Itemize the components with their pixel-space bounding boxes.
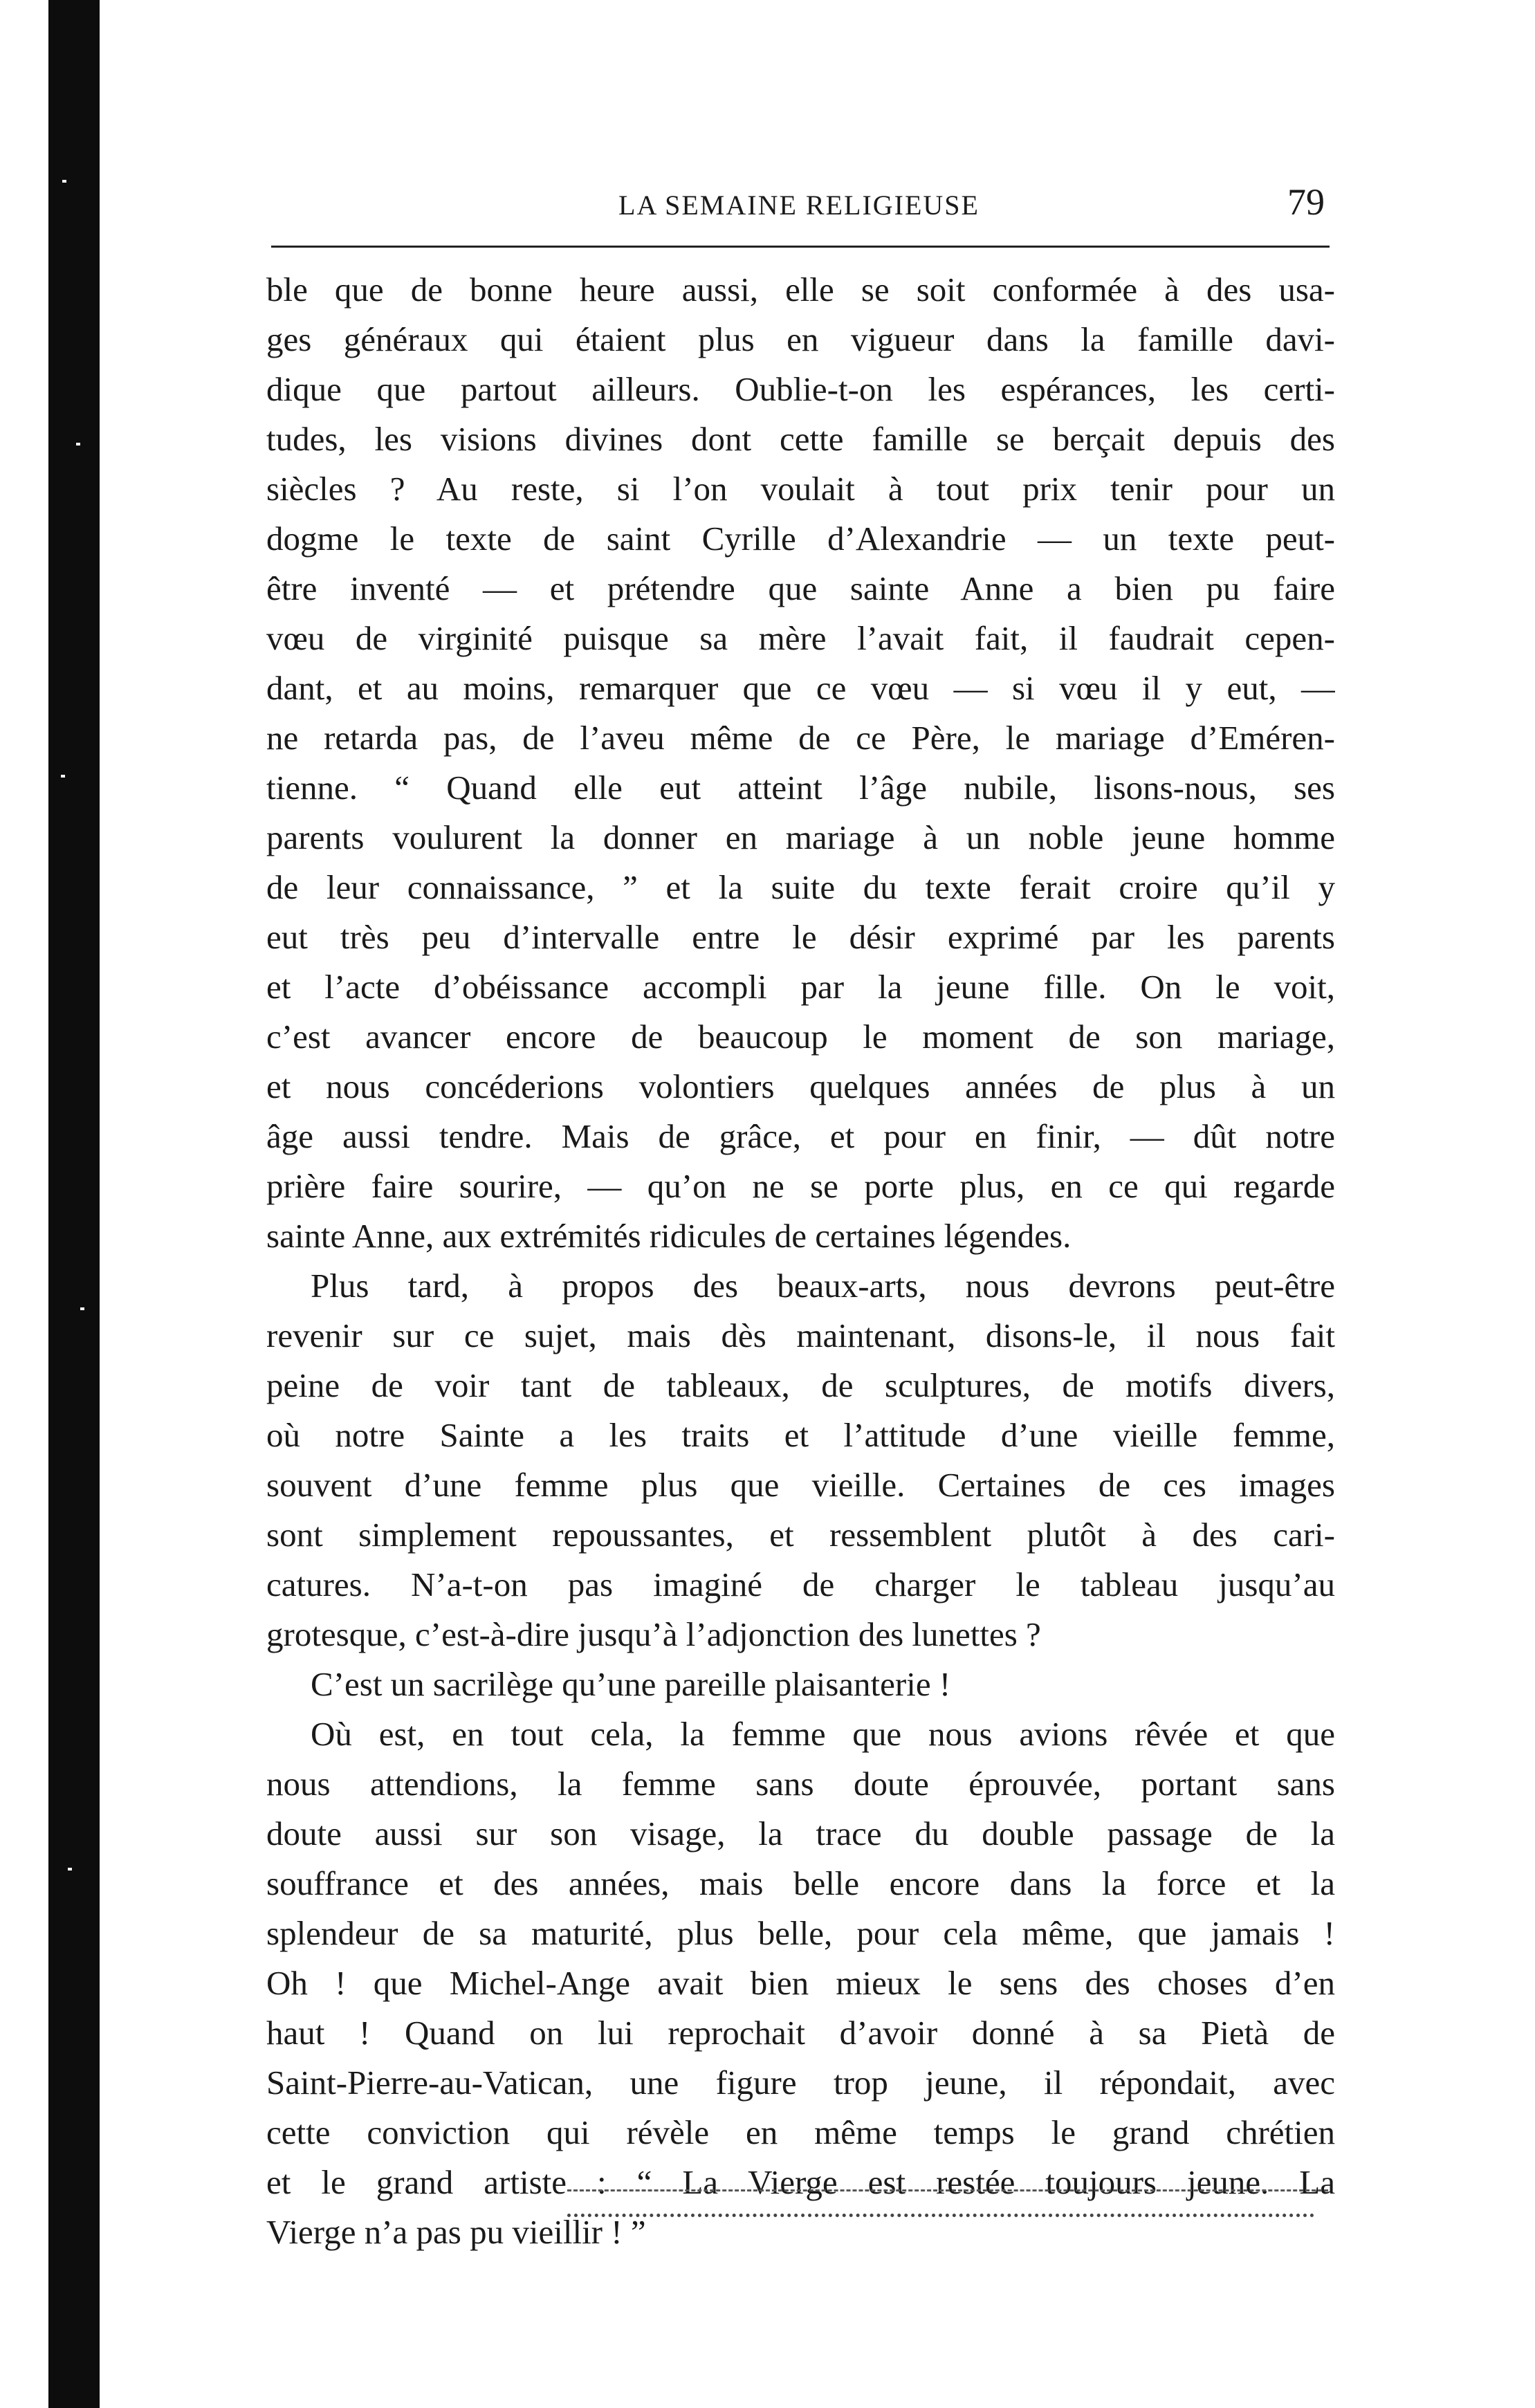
bleed-through-marks [567, 2214, 1314, 2224]
text-line: être inventé — et prétendre que sainte Anne a bien pu faire [266, 569, 1335, 607]
text-line: prière faire sourire, — qu’on ne se porte plus, en ce qui regarde [266, 1167, 1335, 1205]
text-line: catures. N’a-t-on pas imaginé de charger le tableau jusqu’au [266, 1565, 1335, 1603]
text-line: haut ! Quand on lui reprochait d’avoir donné à sa Pietà de [266, 2014, 1335, 2052]
text-line: sont simplement repoussantes, et ressemblent plutôt à des cari- [266, 1516, 1335, 1554]
text-line: vœu de virginité puisque sa mère l’avait fait, il faudrait cepen- [266, 619, 1335, 657]
text-line: Où est, en tout cela, la femme que nous avions rêvée et que [311, 1715, 1335, 1753]
running-title: LA SEMAINE RELIGIEUSE [618, 190, 980, 221]
text-line: Saint-Pierre-au-Vatican, une figure trop jeune, il répondait, avec [266, 2064, 1335, 2102]
text-line: et l’acte d’obéissance accompli par la jeune fille. On le voit, [266, 968, 1335, 1006]
text-line: Oh ! que Michel-Ange avait bien mieux le sens des choses d’en [266, 1964, 1335, 2002]
text-line: eut très peu d’intervalle entre le désir exprimé par les parents [266, 918, 1335, 956]
text-line: où notre Sainte a les traits et l’attitude d’une vieille femme, [266, 1416, 1335, 1454]
text-line: et le grand artiste : “ La Vierge est restée toujours jeune. La [266, 2163, 1335, 2201]
text-line: de leur connaissance, ” et la suite du texte ferait croire qu’il y [266, 868, 1335, 906]
text-line: nous attendions, la femme sans doute éprouvée, portant sans [266, 1765, 1335, 1803]
binding-speck [62, 180, 66, 183]
binding-shadow [48, 0, 100, 2408]
binding-speck [80, 1307, 84, 1310]
binding-speck [76, 443, 80, 445]
text-line: grotesque, c’est-à-dire jusqu’à l’adjonction des lunettes ? [266, 1615, 1041, 1653]
text-line: parents voulurent la donner en mariage à un noble jeune homme [266, 818, 1335, 856]
text-line: c’est avancer encore de beaucoup le moment de son mariage, [266, 1018, 1335, 1056]
text-line: dique que partout ailleurs. Oublie-t-on les espérances, les certi- [266, 370, 1335, 408]
page-number: 79 [1287, 181, 1325, 223]
text-line: cette conviction qui révèle en même temps le grand chrétien [266, 2113, 1335, 2151]
binding-speck [68, 1868, 72, 1871]
text-line: ne retarda pas, de l’aveu même de ce Père, le mariage d’Eméren- [266, 719, 1335, 757]
text-line: tienne. “ Quand elle eut atteint l’âge nubile, lisons-nous, ses [266, 769, 1335, 807]
text-line: souffrance et des années, mais belle encore dans la force et la [266, 1864, 1335, 1902]
text-line: ges généraux qui étaient plus en vigueur dans la famille davi- [266, 320, 1335, 358]
text-line: siècles ? Au reste, si l’on voulait à tout prix tenir pour un [266, 470, 1335, 508]
text-line: Vierge n’a pas pu vieillir ! ” [266, 2213, 646, 2251]
text-line: souvent d’une femme plus que vieille. Certaines de ces images [266, 1466, 1335, 1504]
text-line: peine de voir tant de tableaux, de sculptures, de motifs divers, [266, 1366, 1335, 1404]
text-line: Plus tard, à propos des beaux-arts, nous devrons peut-être [311, 1267, 1335, 1305]
footer-dashed-rule [567, 2189, 1328, 2191]
body-text [266, 265, 1335, 2257]
text-line: ble que de bonne heure aussi, elle se soit conformée à des usa- [266, 270, 1335, 309]
text-line: dogme le texte de saint Cyrille d’Alexandrie — un texte peut- [266, 520, 1335, 558]
header-rule [271, 246, 1330, 248]
text-line: doute aussi sur son visage, la trace du double passage de la [266, 1814, 1335, 1853]
page-header [270, 176, 1325, 232]
text-line: tudes, les visions divines dont cette famille se berçait depuis des [266, 420, 1335, 458]
text-line: et nous concéderions volontiers quelques années de plus à un [266, 1067, 1335, 1105]
text-line: splendeur de sa maturité, plus belle, pour cela même, que jamais ! [266, 1914, 1335, 1952]
text-line: dant, et au moins, remarquer que ce vœu — si vœu il y eut, — [266, 669, 1335, 707]
text-line: âge aussi tendre. Mais de grâce, et pour en finir, — dût notre [266, 1117, 1335, 1155]
text-line: revenir sur ce sujet, mais dès maintenant, disons-le, il nous fait [266, 1316, 1335, 1354]
binding-speck [61, 775, 65, 778]
text-line: sainte Anne, aux extrémités ridicules de certaines légendes. [266, 1217, 1072, 1255]
text-line: C’est un sacrilège qu’une pareille plaisanterie ! [311, 1665, 951, 1703]
